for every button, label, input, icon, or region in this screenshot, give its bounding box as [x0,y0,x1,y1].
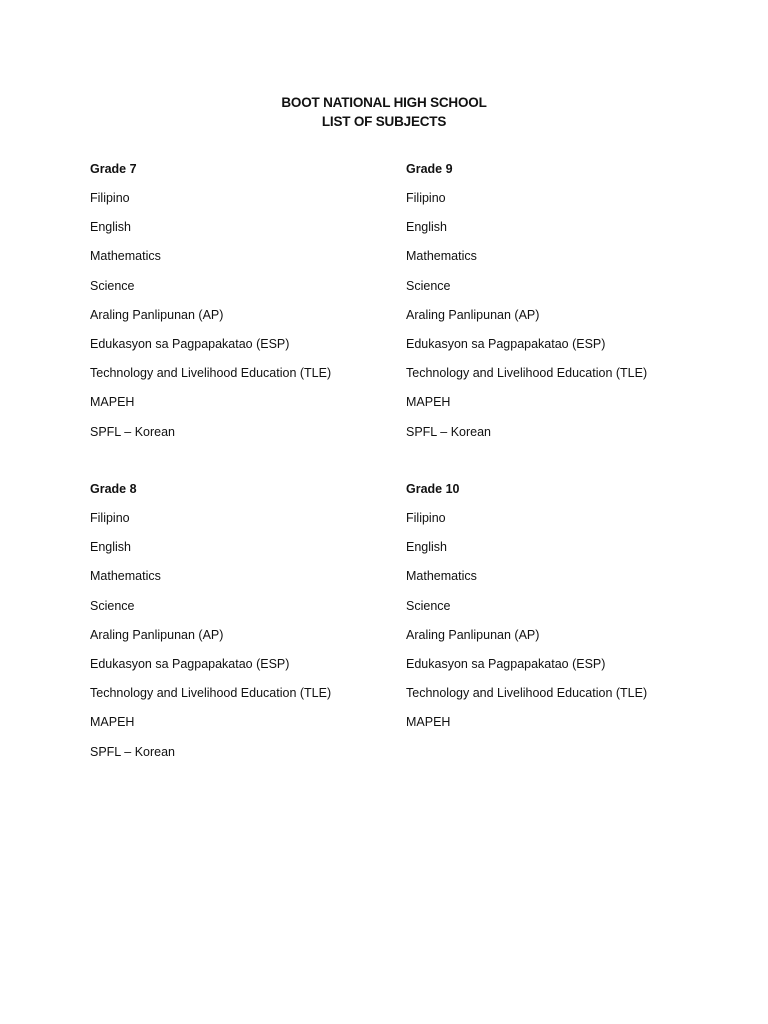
subject-item: Science [406,278,451,293]
subject-item: Edukasyon sa Pagpapakatao (ESP) [90,336,290,351]
subject-item: Technology and Livelihood Education (TLE) [90,366,332,381]
subject-item: English [90,540,131,555]
subject-item: Araling Panlipunan (AP) [406,307,540,322]
subject-item: Filipino [90,191,130,205]
subject-item: Filipino [90,511,130,525]
school-name: BOOT NATIONAL HIGH SCHOOL [281,95,487,110]
subject-item: SPFL – Korean [90,744,176,759]
document-header [0,93,768,131]
subject-item: Edukasyon sa Pagpapakatao (ESP) [406,336,606,351]
grade-9-section [406,160,706,452]
subject-item: MAPEH [406,715,451,730]
subject-item: Edukasyon sa Pagpapakatao (ESP) [90,656,290,671]
subject-item: SPFL – Korean [406,424,492,439]
subject-item: Araling Panlipunan (AP) [406,627,540,642]
grade-7-section [90,160,390,452]
subject-item: Mathematics [90,569,161,584]
subject-item: MAPEH [90,395,135,410]
grade-10-heading: Grade 10 [406,482,460,496]
subject-item: Araling Panlipunan (AP) [90,627,224,642]
subject-item: Technology and Livelihood Education (TLE) [406,366,648,381]
subject-item: Science [90,598,135,613]
grade-9-heading: Grade 9 [406,162,453,176]
subject-item: SPFL – Korean [90,424,176,439]
grade-8-section [90,480,390,772]
grade-9-subject-list [406,189,706,452]
subject-item: Filipino [406,511,446,525]
subject-item: Mathematics [90,249,161,264]
subject-item: Edukasyon sa Pagpapakatao (ESP) [406,656,606,671]
subject-item: English [406,540,447,555]
grade-7-subject-list [90,189,390,452]
grade-8-subject-list [90,509,390,772]
subject-item: Filipino [406,191,446,205]
grade-10-subject-list [406,509,706,743]
subject-item: Mathematics [406,249,477,264]
subject-item: English [90,220,131,235]
subject-item: English [406,220,447,235]
subject-item: Mathematics [406,569,477,584]
subject-item: Science [90,278,135,293]
grade-8-heading: Grade 8 [90,482,137,496]
subject-item: MAPEH [406,395,451,410]
subject-item: Technology and Livelihood Education (TLE) [406,686,648,701]
subject-item: Technology and Livelihood Education (TLE) [90,686,332,701]
grade-10-section [406,480,706,743]
document-title: LIST OF SUBJECTS [321,114,447,129]
subject-item: Science [406,598,451,613]
grade-7-heading: Grade 7 [90,162,137,176]
subject-item: MAPEH [90,715,135,730]
subject-item: Araling Panlipunan (AP) [90,307,224,322]
